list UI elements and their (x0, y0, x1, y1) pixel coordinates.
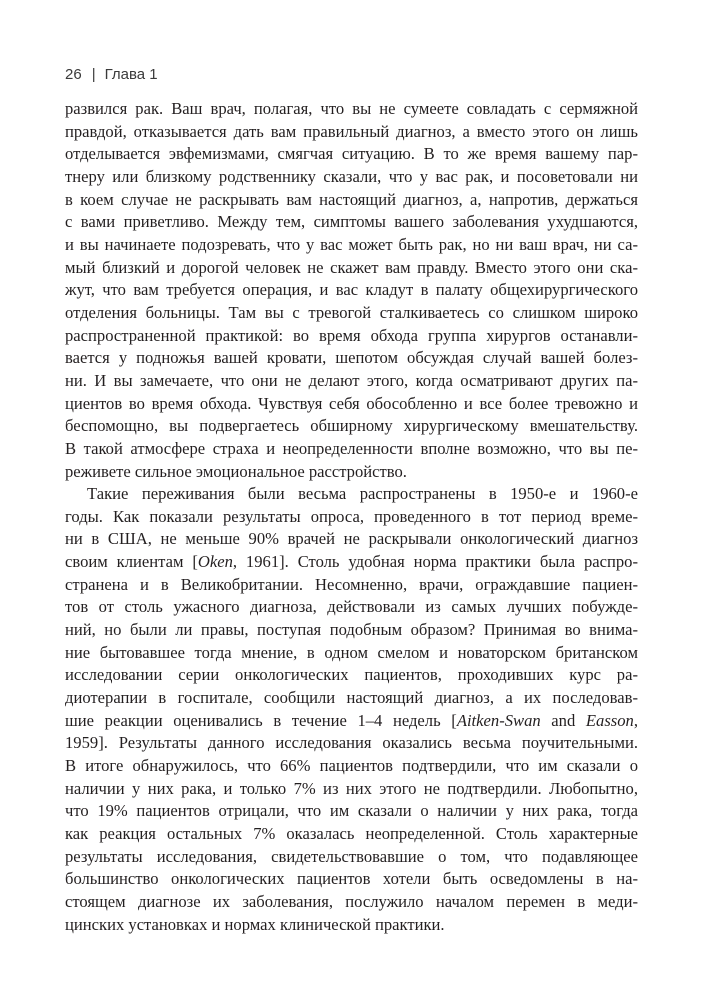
text-line: мый близкий и дорогой человек не скажет вам правду. Вместо этого они ска- (65, 257, 638, 277)
citation-author: Aitken-Swan (456, 710, 541, 730)
text-run: странена и в Великобритании. Несомненно, врачи, ограждавшие пациен- (65, 574, 638, 594)
text-run: ни в США, не меньше 90% врачей не раскрывали онкологический диагноз (65, 529, 638, 549)
text-run: как реакция остальных 7% оказалась неопределенной. Столь характерные (65, 824, 638, 843)
text-run: стоящем диагнозе их заболевания, послужило началом перемен в меди- (65, 891, 638, 911)
citation-author: Oken (197, 552, 233, 572)
text-line (65, 891, 638, 914)
text-line (65, 664, 638, 687)
text-run: своим клиентам [ (65, 552, 198, 572)
text-run: тов от столь ужасного диагноза, действовали из самых лучших побужде- (65, 597, 638, 617)
text-line (65, 551, 638, 574)
text-run: 1959]. Результаты данного исследования оказались весьма поучительными. (65, 733, 638, 753)
text-run: цинских установках и нормах клинической практики. (65, 914, 445, 934)
text-run: шие реакции оценивались в течение 1–4 недель [ (65, 710, 457, 730)
text-line: в коем случае не раскрывать вам настоящий диагноз, а, напротив, держаться (65, 189, 638, 209)
text-line: жут, что вам требуется операция, и вас кладут в палату общехирургического (65, 280, 638, 300)
text-run: результаты исследования, свидетельствовавшие о том, что подавляющее (65, 846, 638, 866)
text-run: исследовании серии онкологических пациентов, проходивших курс ра- (65, 665, 638, 685)
text-line (65, 710, 638, 733)
text-run: что 19% пациентов отрицали, что им сказали о наличии у них рака, тогда (65, 801, 638, 821)
text-line (65, 619, 638, 642)
text-line (65, 778, 638, 801)
text-line: тнеру или близкому родственнику сказали, что у вас рак, и посоветовали ни (65, 166, 638, 186)
text-run: ний, но были ли правы, поступая подобным образом? Принимая во внима- (65, 620, 638, 640)
text-line (65, 687, 638, 710)
text-line (65, 846, 638, 869)
text-line: отделывается эвфемизмами, смягчая ситуацию. В то же время вашему пар- (65, 144, 638, 164)
text-run: наличии у них рака, и только 7% из них этого не подтвердили. Любопытно, (65, 778, 638, 798)
text-run: , 1961]. Столь удобная норма практики была распро- (232, 552, 638, 572)
text-line: развился рак. Ваш врач, полагая, что вы не сумеете совладать с сермяжной (65, 99, 638, 118)
text-run: годы. Как показали результаты опроса, проведенного в тот период време- (65, 506, 638, 526)
text-line: распространенной практикой: во время обхода группа хирургов останавли- (65, 325, 638, 345)
body-text (65, 98, 638, 936)
text-run: ние бытовавшее тогда мнение, в одном смелом и новаторском британском (65, 642, 638, 662)
paragraph (65, 483, 638, 936)
text-run: В итоге обнаружилось, что 66% пациентов подтвердили, что им сказали о (65, 756, 638, 776)
page-number: 26 (65, 66, 82, 83)
text-run: диотерапии в госпитале, сообщили настоящий диагноз, а их последовав- (65, 688, 638, 708)
text-line (65, 732, 638, 755)
text-run: большинство онкологических пациентов хотели быть осведомлены в на- (65, 869, 638, 889)
text-line (65, 868, 638, 891)
citation-author: Easson (585, 710, 634, 730)
text-line: правдой, отказывается дать вам правильный диагноз, а вместо этого он лишь (65, 121, 638, 141)
chapter-title: Глава 1 (104, 66, 158, 83)
text-run: , (633, 710, 638, 730)
header-separator: | (91, 66, 96, 83)
text-line (65, 800, 638, 823)
text-run: Такие переживания были весьма распространены в 1950-е и 1960-е (87, 484, 638, 504)
text-line (65, 914, 638, 937)
text-line: беспомощно, вы подвергаетесь обширному хирургическому вмешательству. (65, 416, 638, 436)
text-line: реживете сильное эмоциональное расстройство. (65, 461, 407, 481)
text-line (65, 642, 638, 665)
text-line (65, 596, 638, 619)
text-line (65, 755, 638, 778)
text-line: и вы начинаете подозревать, что у вас может быть рак, но ни ваш врач, ни са- (65, 234, 638, 254)
text-line (65, 483, 638, 506)
text-line (65, 823, 638, 846)
text-line (65, 506, 638, 529)
text-line (65, 528, 638, 551)
text-line: ни. И вы замечаете, что они не делают этого, когда осматривают других па- (65, 370, 638, 390)
text-line (65, 574, 638, 597)
running-head (65, 64, 638, 86)
text-run: and (540, 710, 586, 730)
text-line: отделения больницы. Там вы с тревогой сталкиваетесь со слишком широко (65, 302, 638, 322)
text-line: с вами приветливо. Между тем, симптомы вашего заболевания ухудшаются, (65, 212, 638, 232)
text-line: вается у подножья вашей кровати, шепотом обсуждая случай вашей болез- (65, 348, 638, 368)
text-line: циентов во время обхода. Чувствуя себя обособленно и все более тревожно и (65, 393, 638, 413)
book-page (65, 64, 638, 936)
paragraph (65, 98, 638, 483)
text-line: В такой атмосфере страха и неопределенности вполне возможно, что вы пе- (65, 438, 638, 458)
